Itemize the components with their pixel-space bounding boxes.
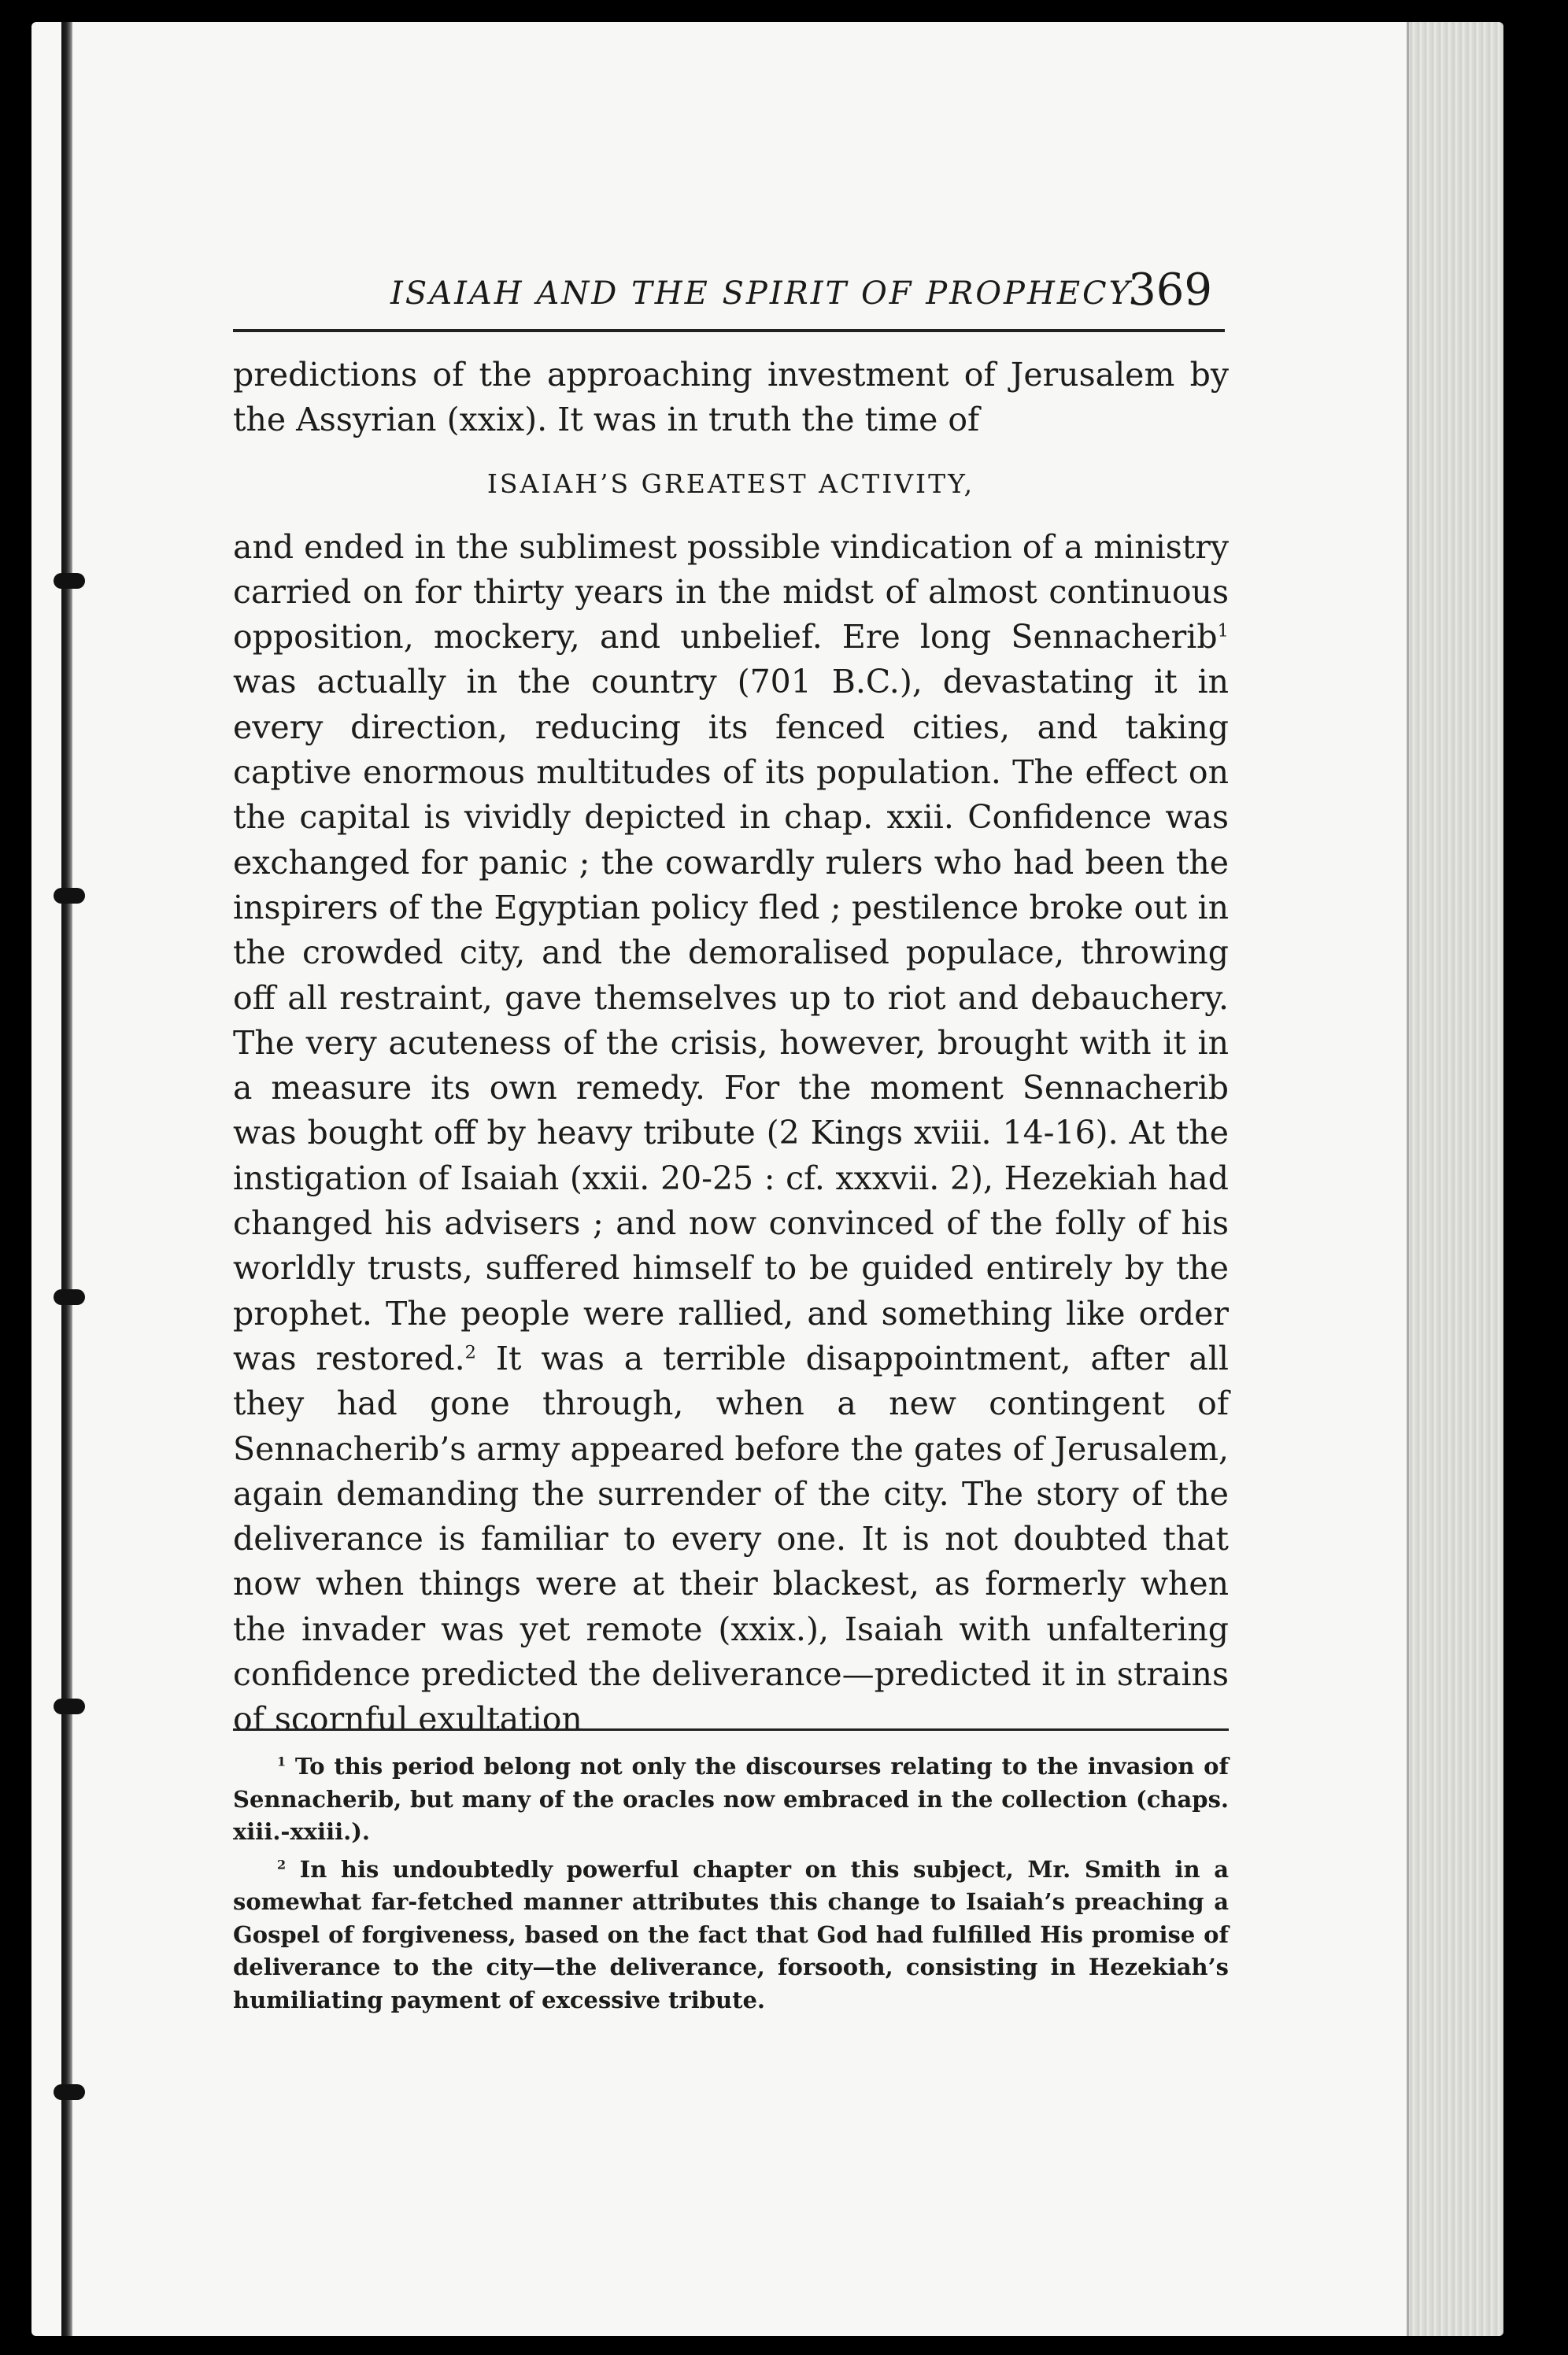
running-head xyxy=(233,258,1225,332)
binding-stitch xyxy=(54,888,85,904)
footnote-text: To this period belong not only the discourses relating to the invasion of Sennacherib, but many of the oracles now embraced in the collection (chaps. xiii.-xxiii.). xyxy=(233,1753,1229,1845)
footnote-marker: 2 xyxy=(277,1856,287,1872)
paragraph-text: was actually in the country (701 B.C.), devastating it in every direction, reducing its fenced cities, and taking captive enormous multitudes of its population. The effect on the capital is vividly depicted in chap. xxii. Confidence was exchanged for panic ; the cowardly rulers who had been the inspirers of the Egyptian policy fled ; pestilence broke out in the crowded city, and the demoralised populace, throwing off all restraint, gave themselves up to riot and debauchery. The very acuteness of the crisis, however, brought with it in a measure its own remedy. For the moment Sennacherib was bought off by heavy tribute (2 Kings xviii. 14-16). At the instigation of Isaiah (xxii. 20-25 : cf. xxxvii. 2), Hezekiah had changed his advisers ; and now convinced of the folly of his worldly trusts, suffered himself to be guided entirely by the prophet. The people were rallied, and something like order was restored. xyxy=(233,663,1229,1377)
paragraph-text: and ended in the sublimest possible vindication of a ministry carried on for thirty years in the midst of almost continuous opposition, mockery, and unbelief. Ere long Sennacherib xyxy=(233,527,1230,656)
footnote xyxy=(233,1854,1229,2017)
page-edges xyxy=(1407,22,1503,2336)
binding-gutter xyxy=(61,22,72,2336)
footnotes xyxy=(233,1751,1229,2021)
page-number: 369 xyxy=(1128,264,1212,316)
footnote xyxy=(233,1751,1229,1849)
main-text xyxy=(233,353,1229,1743)
binding-stitch xyxy=(54,573,85,589)
footnote-ref: 1 xyxy=(1217,620,1229,641)
binding-stitch xyxy=(54,1289,85,1305)
binding-stitch xyxy=(54,1699,85,1714)
footnote-rule xyxy=(233,1728,1229,1731)
footnote-text: In his undoubtedly powerful chapter on this subject, Mr. Smith in a somewhat far-fetched manner attributes this change to Isaiah’s preaching a Gospel of forgiveness, based on the fact that God had fulfilled His promise of deliverance to the city—the deliverance, forsooth, consisting in Hezekiah’s humiliating payment of excessive tribute. xyxy=(233,1855,1229,2013)
section-heading: ISAIAH’S GREATEST ACTIVITY, xyxy=(486,468,975,499)
paragraph: predictions of the approaching investment of Jerusalem by the Assyrian (xxix). It was in truth the time of xyxy=(233,356,1229,439)
paragraph-text: It was a terrible disappointment, after all they had gone through, when a new contingent of Sennacherib’s army appeared before the gates of Jerusalem, again demanding the surrender of the city. The story of the deliverance is familiar to every one. It is not doubted that now when things were at their blackest, as formerly when the invader was yet remote (xxix.), Isaiah with unfaltering confidence predicted the deliverance—predicted it in strains of scornful exultation xyxy=(233,1339,1229,1739)
binding-stitch xyxy=(54,2084,85,2100)
footnote-ref: 2 xyxy=(464,1342,476,1363)
book-page xyxy=(31,22,1503,2336)
footnote-marker: 1 xyxy=(277,1754,287,1769)
paragraph xyxy=(233,525,1229,1743)
running-title: ISAIAH AND THE SPIRIT OF PROPHECY. xyxy=(390,275,1141,312)
